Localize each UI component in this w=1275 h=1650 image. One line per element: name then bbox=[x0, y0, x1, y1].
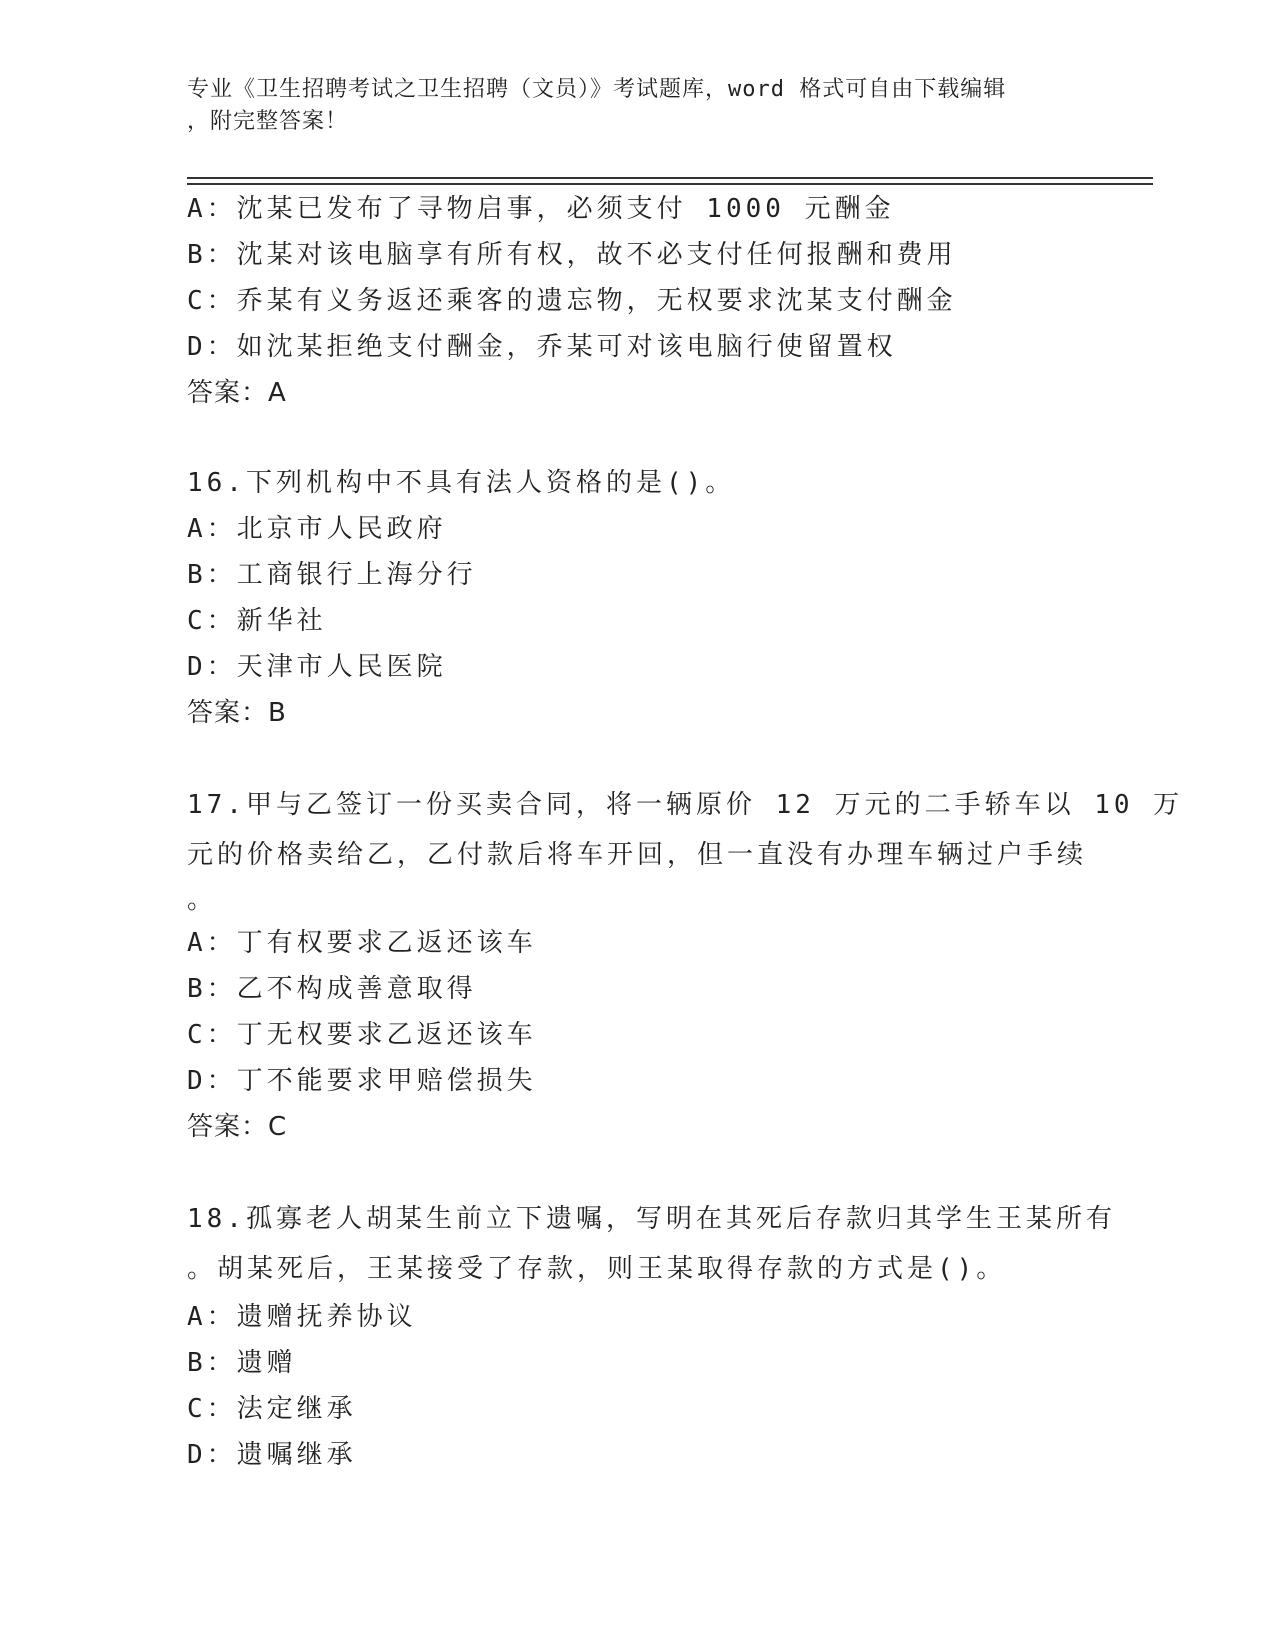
question-text: 16.下列机构中不具有法人资格的是()。 bbox=[187, 468, 736, 498]
option-c: C：新华社 bbox=[187, 606, 327, 636]
question-18 bbox=[187, 1194, 1147, 1478]
option-d: D：丁不能要求甲赔偿损失 bbox=[187, 1066, 537, 1096]
option-d: D：如沈某拒绝支付酬金，乔某可对该电脑行使留置权 bbox=[187, 332, 897, 362]
header-divider-bottom bbox=[187, 183, 1153, 185]
spacer bbox=[187, 416, 1147, 460]
option-d: D：遗嘱继承 bbox=[187, 1440, 357, 1470]
answer: 答案：B bbox=[187, 698, 287, 728]
option-d: D：天津市人民医院 bbox=[187, 652, 447, 682]
option-a: A：沈某已发布了寻物启事，必须支付 1000 元酬金 bbox=[187, 194, 895, 224]
option-b: B：遗赠 bbox=[187, 1348, 297, 1378]
question-15 bbox=[187, 186, 1147, 416]
question-text-tail: 。 bbox=[187, 885, 218, 915]
question-text-line-1: 17.甲与乙签订一份买卖合同，将一辆原价 12 万元的二手轿车以 10 万 bbox=[187, 790, 1184, 820]
option-a: A：丁有权要求乙返还该车 bbox=[187, 928, 537, 958]
header-line-2: ，附完整答案！ bbox=[187, 109, 349, 134]
option-a: A：北京市人民政府 bbox=[187, 514, 447, 544]
answer: 答案：C bbox=[187, 1112, 288, 1142]
question-list bbox=[187, 186, 1184, 1478]
option-a: A：遗赠抚养协议 bbox=[187, 1302, 417, 1332]
header-line-1: 专业《卫生招聘考试之卫生招聘（文员）》考试题库，word 格式可自由下载编辑 bbox=[187, 77, 1007, 102]
answer: 答案：A bbox=[187, 378, 287, 408]
header-divider-top bbox=[187, 177, 1153, 179]
option-b: B：工商银行上海分行 bbox=[187, 560, 477, 590]
spacer bbox=[187, 1150, 1147, 1194]
page-header bbox=[187, 74, 1067, 138]
question-text-line-1: 18.孤寡老人胡某生前立下遗嘱，写明在其死后存款归其学生王某所有 bbox=[187, 1204, 1116, 1234]
question-text-line-2: 。胡某死后，王某接受了存款，则王某取得存款的方式是()。 bbox=[187, 1254, 1007, 1284]
option-b: B：乙不构成善意取得 bbox=[187, 974, 477, 1004]
option-c: C：丁无权要求乙返还该车 bbox=[187, 1020, 537, 1050]
spacer bbox=[187, 736, 1147, 780]
question-17 bbox=[187, 780, 1184, 1150]
option-c: C：乔某有义务返还乘客的遗忘物，无权要求沈某支付酬金 bbox=[187, 286, 957, 316]
question-16 bbox=[187, 460, 1147, 736]
option-b: B：沈某对该电脑享有所有权，故不必支付任何报酬和费用 bbox=[187, 240, 957, 270]
question-text-line-2: 元的价格卖给乙，乙付款后将车开回，但一直没有办理车辆过户手续 bbox=[187, 840, 1088, 870]
option-c: C：法定继承 bbox=[187, 1394, 357, 1424]
